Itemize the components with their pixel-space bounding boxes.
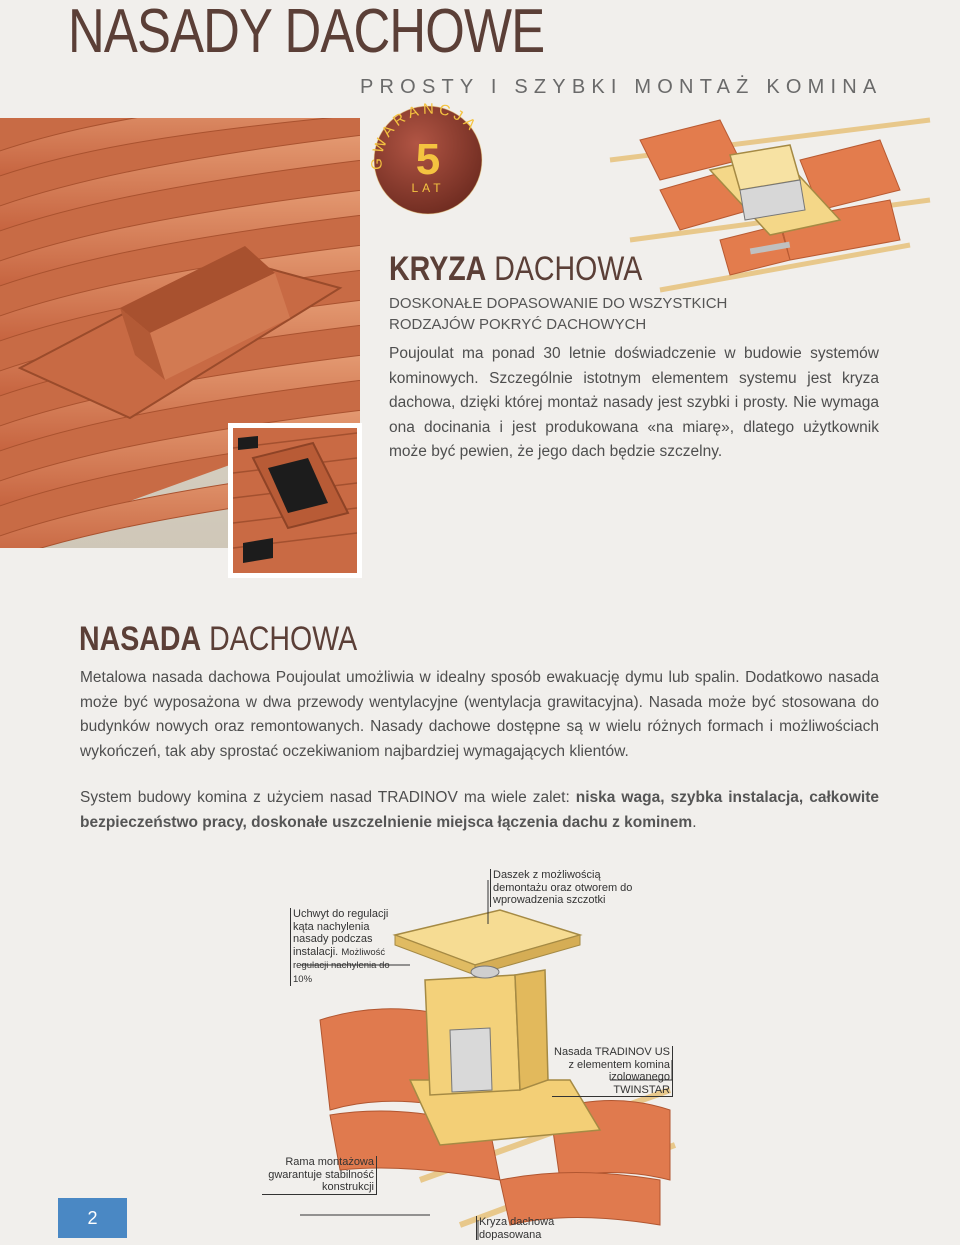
page-subtitle: PROSTY I SZYBKI MONTAŻ KOMINA: [360, 76, 883, 98]
flashing-diagram: [600, 100, 940, 300]
page-number: 2: [58, 1198, 127, 1238]
nasada-heading: [79, 620, 357, 659]
kryza-heading-bold: KRYZA: [389, 250, 487, 288]
label-uchwyt-main: Uchwyt do regulacji kąta nachylenia nasady podczas instalacji.: [293, 908, 389, 958]
badge-unit: LAT: [411, 181, 445, 195]
label-uchwyt-small: Możliwość regulacji nachylenia do 10%: [293, 946, 390, 985]
flashing-inset-photo: [228, 423, 362, 578]
nasada-heading-bold: NASADA: [79, 620, 202, 658]
kryza-body: Poujoulat ma ponad 30 letnie doświadczenie w budowie systemów kominowych. Szczególnie istotnym elementem systemu jest kryza dachowa, dzięki której montaż nasady jest szybki i prosty. Nie wymaga ona docinania i jest produkowana «na miarę», dlatego użytkownik może być pewien, że jego dach będzie szczelny.: [389, 345, 879, 461]
badge-number: 5: [415, 135, 441, 184]
label-nasada-us: Nasada TRADINOV US z elementem komina izolowanego TWINSTAR: [552, 1046, 673, 1097]
kryza-heading-rest: DACHOWA: [486, 250, 643, 288]
nasada-body: Metalowa nasada dachowa Poujoulat umożliwia w idealny sposób ewakuację dymu lub spalin. Dodatkowo nasada może być wyposażona w dwa przewody wentylacyjne (wentylacja grawitacyjna). Nasada może być stosowana do budynków nowych oraz remontowanych. Nasady dachowe dostępne są w wielu różnych formach i możliwościach wykończeń, tak aby sprostać oczekiwaniom najbardziej wymagających klientów.: [80, 669, 879, 760]
kryza-heading: [389, 250, 642, 289]
advantages-bold: niska waga, szybka instalacja, całkowite bezpieczeństwo pracy, doskonałe uszczelnienie miejsca łączenia dachu z kominem: [80, 789, 879, 831]
label-kryza-dopasowana: Kryza dachowa dopasowana: [476, 1216, 569, 1240]
nasada-advantages: [80, 786, 879, 835]
label-daszek: Daszek z możliwością demontażu oraz otworem do wprowadzenia szczotki: [490, 869, 633, 907]
nasada-heading-rest: DACHOWA: [201, 620, 358, 658]
advantages-end: .: [692, 813, 697, 831]
label-rama: Rama montażowa gwarantuje stabilność konstrukcji: [262, 1156, 377, 1195]
page-title: NASADY DACHOWE: [68, 0, 545, 66]
advantages-intro: System budowy komina z użyciem nasad TRADINOV ma wiele zalet:: [80, 789, 576, 806]
guarantee-badge: [362, 100, 492, 215]
label-uchwyt: [290, 908, 398, 986]
badge-arc-text: GWARANCJA: [368, 100, 482, 171]
kryza-kicker: DOSKONAŁE DOPASOWANIE DO WSZYSTKICH RODZAJÓW POKRYĆ DACHOWYCH: [389, 295, 728, 333]
